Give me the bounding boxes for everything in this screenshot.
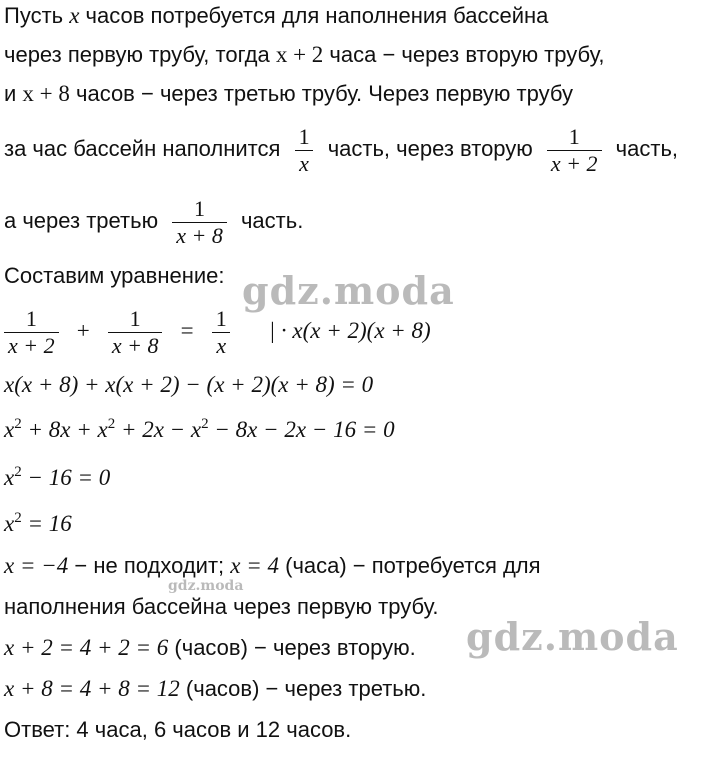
text-line-2: через первую трубу, тогда x + 2 часа − через вторую трубу, — [4, 42, 605, 67]
answer-line: Ответ: 4 часа, 6 часов и 12 часов. — [4, 717, 352, 742]
fraction-1-over-x: $\frac{1}{x}$ — [295, 124, 314, 177]
roots-line: x = −4 − не подходит; x = 4 (часа) − потребуется для — [4, 553, 541, 578]
watermark-small: gdz.moda — [168, 578, 244, 594]
second-pipe-line: x + 2 = 4 + 2 = 6 (часов) − через вторую. — [4, 635, 416, 660]
fraction-eq-2: $\frac{1}{x + 8}$ — [108, 306, 163, 359]
fraction-1-over-x-plus-2: $\frac{1}{x + 2}$ — [547, 124, 602, 177]
fraction-eq-3: $\frac{1}{x}$ — [212, 306, 231, 359]
multiplier-note: | · x(x + 2)(x + 8) — [268, 318, 431, 343]
roots-line-continued: наполнения бассейна через первую трубу. — [4, 594, 439, 619]
simplify-line-3: $x^2 = 16$ — [4, 510, 72, 536]
simplify-line-2: $x^2 - 16 = 0$ — [4, 464, 111, 490]
expand-line: x(x + 8) + x(x + 2) − (x + 2)(x + 8) = 0 — [4, 372, 374, 397]
text-line-4: за час бассейн наполнится $\frac{1}{x}$ часть, через вторую $\frac{1}{x + 2}$ часть, — [4, 123, 679, 176]
text-line-5: а через третью $\frac{1}{x + 8}$ часть. — [4, 195, 304, 248]
watermark-large-top: gdz.moda — [242, 268, 455, 313]
text-line-1: Пусть x часов потребуется для наполнения бассейна — [4, 3, 549, 28]
expr-x-plus-8: x + 8 — [22, 81, 70, 106]
equation-line: $\frac{1}{x + 2}$ + $\frac{1}{x + 8}$ = $\frac{1}{x}$ | · x(x + 2)(x + 8) — [4, 300, 431, 362]
expr-x-plus-2: x + 2 — [275, 42, 324, 67]
watermark-large-bottom: gdz.moda — [466, 614, 679, 659]
simplify-line-1: $x^2 + 8x + x^2 + 2x - x^2 - 8x - 2x - 16 = 0$ — [4, 416, 395, 442]
fraction-eq-1: $\frac{1}{x + 2}$ — [4, 306, 59, 359]
fraction-1-over-x-plus-8: $\frac{1}{x + 8}$ — [172, 196, 227, 249]
text-line-6: Составим уравнение: — [4, 263, 225, 288]
text-line-3: и x + 8 часов − через третью трубу. Через первую трубу — [4, 81, 573, 106]
third-pipe-line: x + 8 = 4 + 8 = 12 (часов) − через третью. — [4, 676, 427, 701]
